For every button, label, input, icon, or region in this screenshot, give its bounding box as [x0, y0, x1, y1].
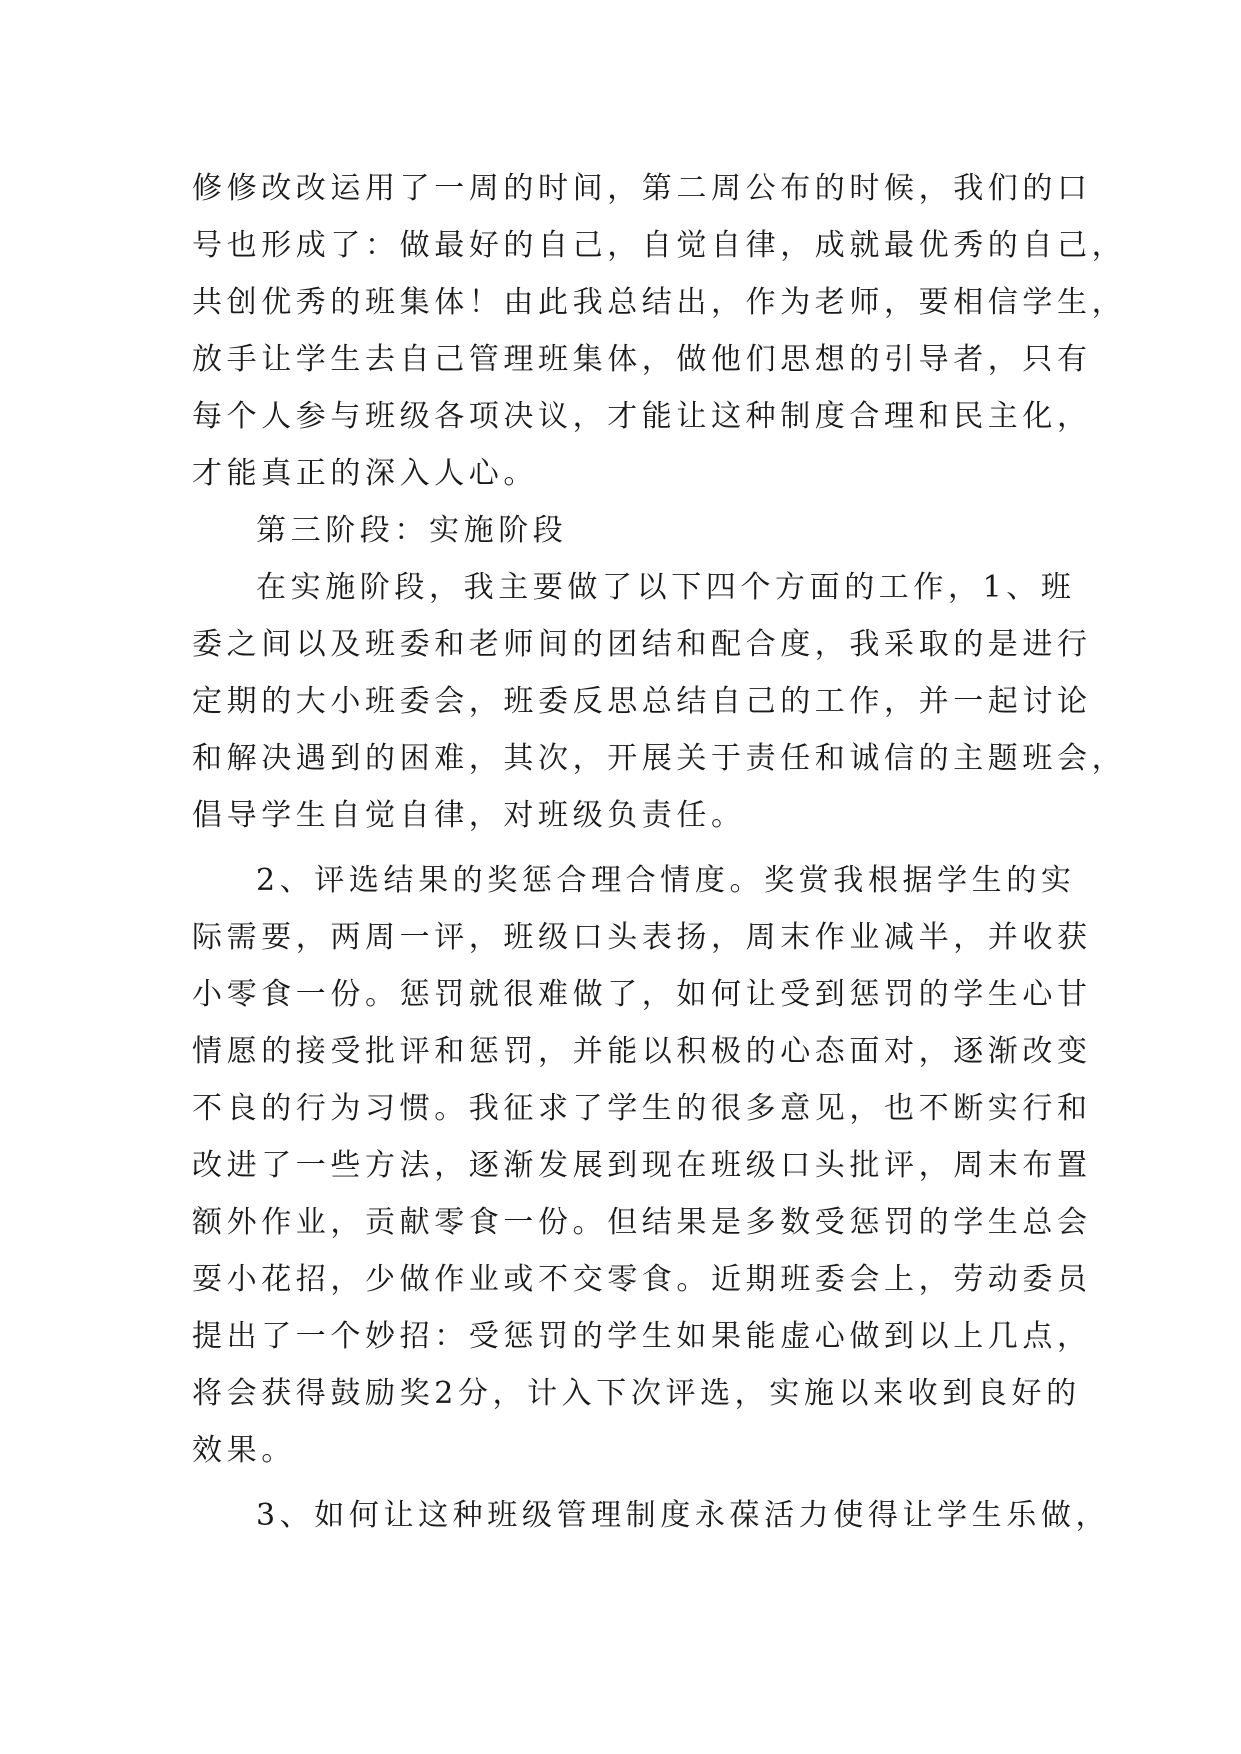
text-line: 改进了一些方法，逐渐发展到现在班级口头批评，周末布置: [192, 1148, 1092, 1183]
section-heading: 第三阶段：实施阶段: [256, 513, 568, 548]
text-line: 不良的行为习惯。我征求了学生的很多意见，也不断实行和: [192, 1091, 1092, 1126]
text-line: 放手让学生去自己管理班集体，做他们思想的引导者，只有: [192, 342, 1092, 377]
text-line: 提出了一个妙招：受惩罚的学生如果能虚心做到以上几点，: [192, 1319, 1092, 1354]
text-line: 定期的大小班委会，班委反思总结自己的工作，并一起讨论: [192, 684, 1092, 719]
text-line: 小零食一份。惩罚就很难做了，如何让受到惩罚的学生心甘: [192, 977, 1092, 1012]
document-body: [192, 160, 1127, 1544]
text-line: 共创优秀的班集体！由此我总结出，作为老师，要相信学生，: [192, 285, 1127, 320]
text-line: 委之间以及班委和老师间的团结和配合度，我采取的是进行: [192, 627, 1092, 662]
text-line: 情愿的接受批评和惩罚，并能以积极的心态面对，逐渐改变: [192, 1034, 1092, 1069]
text-line: 将会获得鼓励奖2分，计入下次评选，实施以来收到良好的: [192, 1376, 1081, 1411]
text-line: 和解决遇到的困难，其次，开展关于责任和诚信的主题班会，: [192, 741, 1127, 776]
text-line: 效果。: [192, 1433, 296, 1468]
text-line: 才能真正的深入人心。: [192, 456, 538, 491]
text-line: 2、评选结果的奖惩合理合情度。奖赏我根据学生的实: [256, 863, 1076, 898]
text-line: 耍小花招，少做作业或不交零食。近期班委会上，劳动委员: [192, 1262, 1092, 1297]
text-line: 额外作业，贡献零食一份。但结果是多数受惩罚的学生总会: [192, 1205, 1092, 1240]
text-line: 倡导学生自觉自律，对班级负责任。: [192, 798, 746, 833]
text-line: 3、如何让这种班级管理制度永葆活力使得让学生乐做，: [256, 1498, 1111, 1533]
text-line: 修修改改运用了一周的时间，第二周公布的时候，我们的口: [192, 171, 1092, 206]
text-line: 号也形成了：做最好的自己，自觉自律，成就最优秀的自己，: [192, 228, 1127, 263]
text-line: 在实施阶段，我主要做了以下四个方面的工作，1、班: [256, 570, 1076, 605]
text-line: 际需要，两周一评，班级口头表扬，周末作业减半，并收获: [192, 920, 1092, 955]
text-line: 每个人参与班级各项决议，才能让这种制度合理和民主化，: [192, 399, 1092, 434]
